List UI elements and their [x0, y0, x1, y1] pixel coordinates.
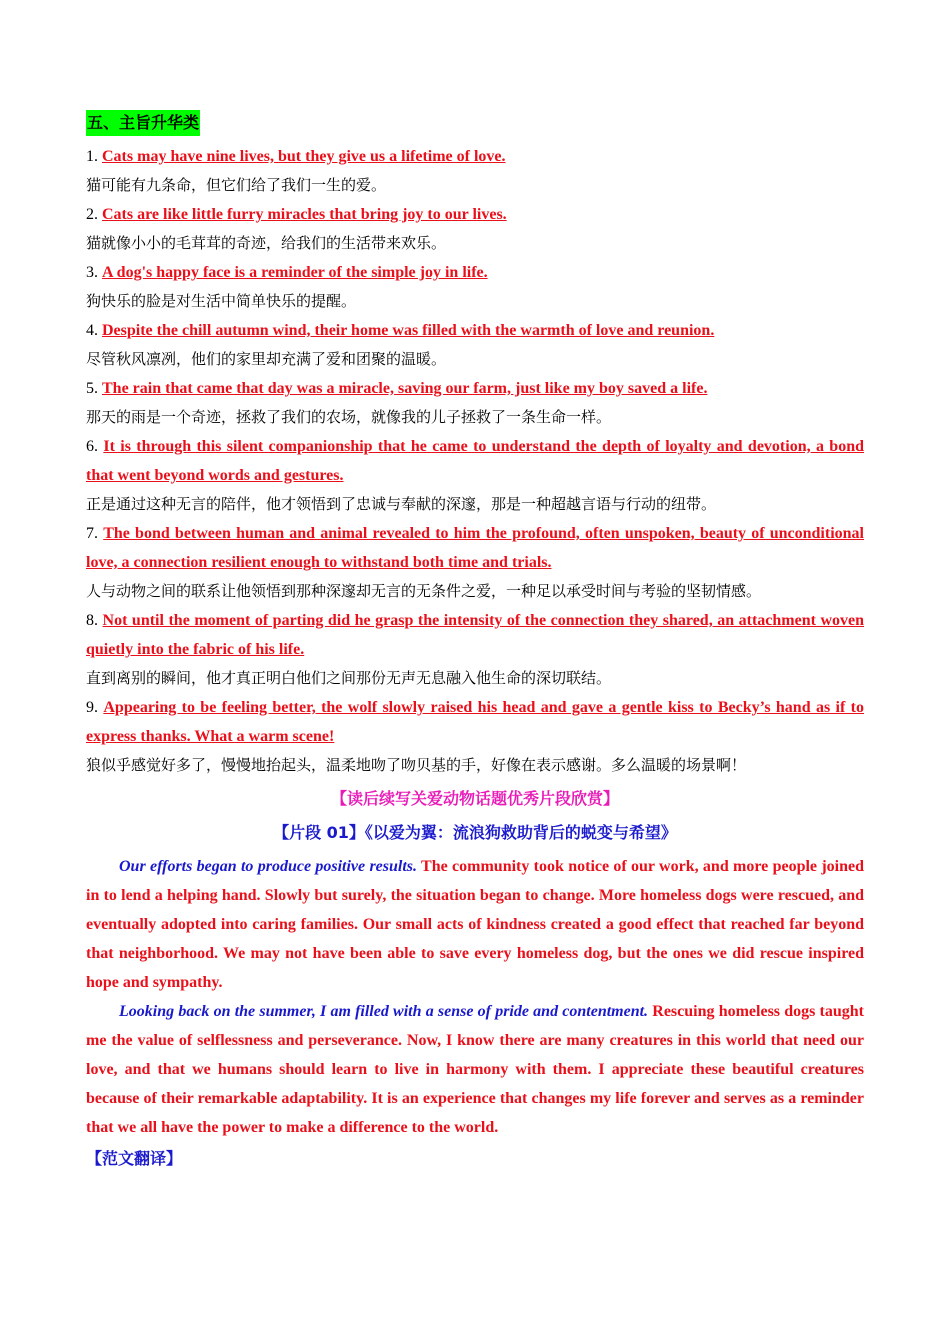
chinese-translation: 狗快乐的脸是对生活中简单快乐的提醒。 [86, 292, 357, 310]
sentence-item-2 [86, 200, 864, 229]
sentence-item-6 [86, 432, 864, 490]
sentence-list [86, 142, 864, 780]
excerpt-paragraph-2 [86, 997, 864, 1142]
translation-heading: 【范文翻译】 [86, 1149, 183, 1168]
chinese-translation: 那天的雨是一个奇迹，拯救了我们的农场，就像我的儿子拯救了一条生命一样。 [86, 408, 612, 426]
item-number: 3. [86, 264, 102, 281]
chinese-translation: 正是通过这种无言的陪伴，他才领悟到了忠诚与奉献的深邃，那是一种超越言语与行动的纽带。 [86, 495, 717, 513]
english-sentence: Not until the moment of parting did he grasp the intensity of the connection they shared, an attachment woven quietly into the fabric of his life. [86, 612, 865, 658]
sentence-item-9 [86, 693, 864, 751]
sentence-item-3 [86, 258, 864, 287]
english-sentence: Cats may have nine lives, but they give us a lifetime of love. [102, 148, 506, 165]
excerpt-title: 【片段 01】《以爱为翼：流浪狗救助背后的蜕变与希望》 [273, 823, 677, 842]
item-number: 2. [86, 206, 102, 223]
excerpt-section-title: 【读后续写关爱动物话题优秀片段欣赏】 [330, 789, 619, 808]
english-sentence: Appearing to be feeling better, the wolf slowly raised his head and gave a gentle kiss to Becky’s hand as if to express thanks. What a warm scene! [86, 699, 864, 745]
paragraph-body: Rescuing homeless dogs taught me the value of selflessness and perseverance. Now, I know there are many creatures in this world that need our love, and that we humans should learn to live in harmony with them. I appreciate these beautiful creatures because of their remarkable adaptability. It is an experience that changes my life forever and serves as a reminder that we all have the power to make a difference to the world. [86, 1003, 864, 1136]
item-number: 5. [86, 380, 102, 397]
chinese-translation: 直到离别的瞬间，他才真正明白他们之间那份无声无息融入他生命的深切联结。 [86, 669, 612, 687]
english-sentence: The rain that came that day was a miracle, saving our farm, just like my boy saved a life. [102, 380, 708, 397]
paragraph-lead-sentence: Looking back on the summer, I am filled with a sense of pride and contentment. [119, 1003, 649, 1020]
item-number: 4. [86, 322, 102, 339]
chinese-translation: 人与动物之间的联系让他领悟到那种深邃却无言的无条件之爱，一种足以承受时间与考验的坚韧情感。 [86, 582, 762, 600]
english-sentence: It is through this silent companionship that he came to understand the depth of loyalty and devotion, a bond that went beyond words and gestures. [86, 438, 864, 484]
item-number: 7. [86, 525, 104, 542]
section-heading: 五、主旨升华类 [86, 110, 200, 136]
item-number: 9. [86, 699, 104, 716]
sentence-item-1 [86, 142, 864, 171]
paragraph-lead-sentence: Our efforts began to produce positive results. [119, 858, 418, 875]
chinese-translation: 尽管秋风凛冽，他们的家里却充满了爱和团聚的温暖。 [86, 350, 447, 368]
document-page [86, 110, 864, 1174]
english-sentence: Cats are like little furry miracles that bring joy to our lives. [102, 206, 507, 223]
english-sentence: Despite the chill autumn wind, their home was filled with the warmth of love and reunion. [102, 322, 715, 339]
chinese-translation: 猫就像小小的毛茸茸的奇迹，给我们的生活带来欢乐。 [86, 234, 447, 252]
chinese-translation: 猫可能有九条命，但它们给了我们一生的爱。 [86, 176, 387, 194]
sentence-item-5 [86, 374, 864, 403]
excerpt-paragraph-1 [86, 852, 864, 997]
item-number: 8. [86, 612, 103, 629]
sentence-item-8 [86, 606, 864, 664]
item-number: 1. [86, 148, 102, 165]
sentence-item-4 [86, 316, 864, 345]
english-sentence: A dog's happy face is a reminder of the simple joy in life. [102, 264, 488, 281]
chinese-translation: 狼似乎感觉好多了，慢慢地抬起头，温柔地吻了吻贝基的手，好像在表示感谢。多么温暖的场景啊！ [86, 756, 747, 774]
item-number: 6. [86, 438, 104, 455]
paragraph-body: The community took notice of our work, and more people joined in to lend a helping hand. Slowly but surely, the situation began to change. More homeless dogs were rescued, and eventually adopted into caring families. Our small acts of kindness created a good effect that reached far beyond that neighborhood. We may not have been able to save every homeless dog, but the ones we did rescue inspired hope and sympathy. [86, 858, 865, 991]
sentence-item-7 [86, 519, 864, 577]
english-sentence: The bond between human and animal revealed to him the profound, often unspoken, beauty of unconditional love, a connection resilient enough to withstand both time and trials. [86, 525, 864, 571]
